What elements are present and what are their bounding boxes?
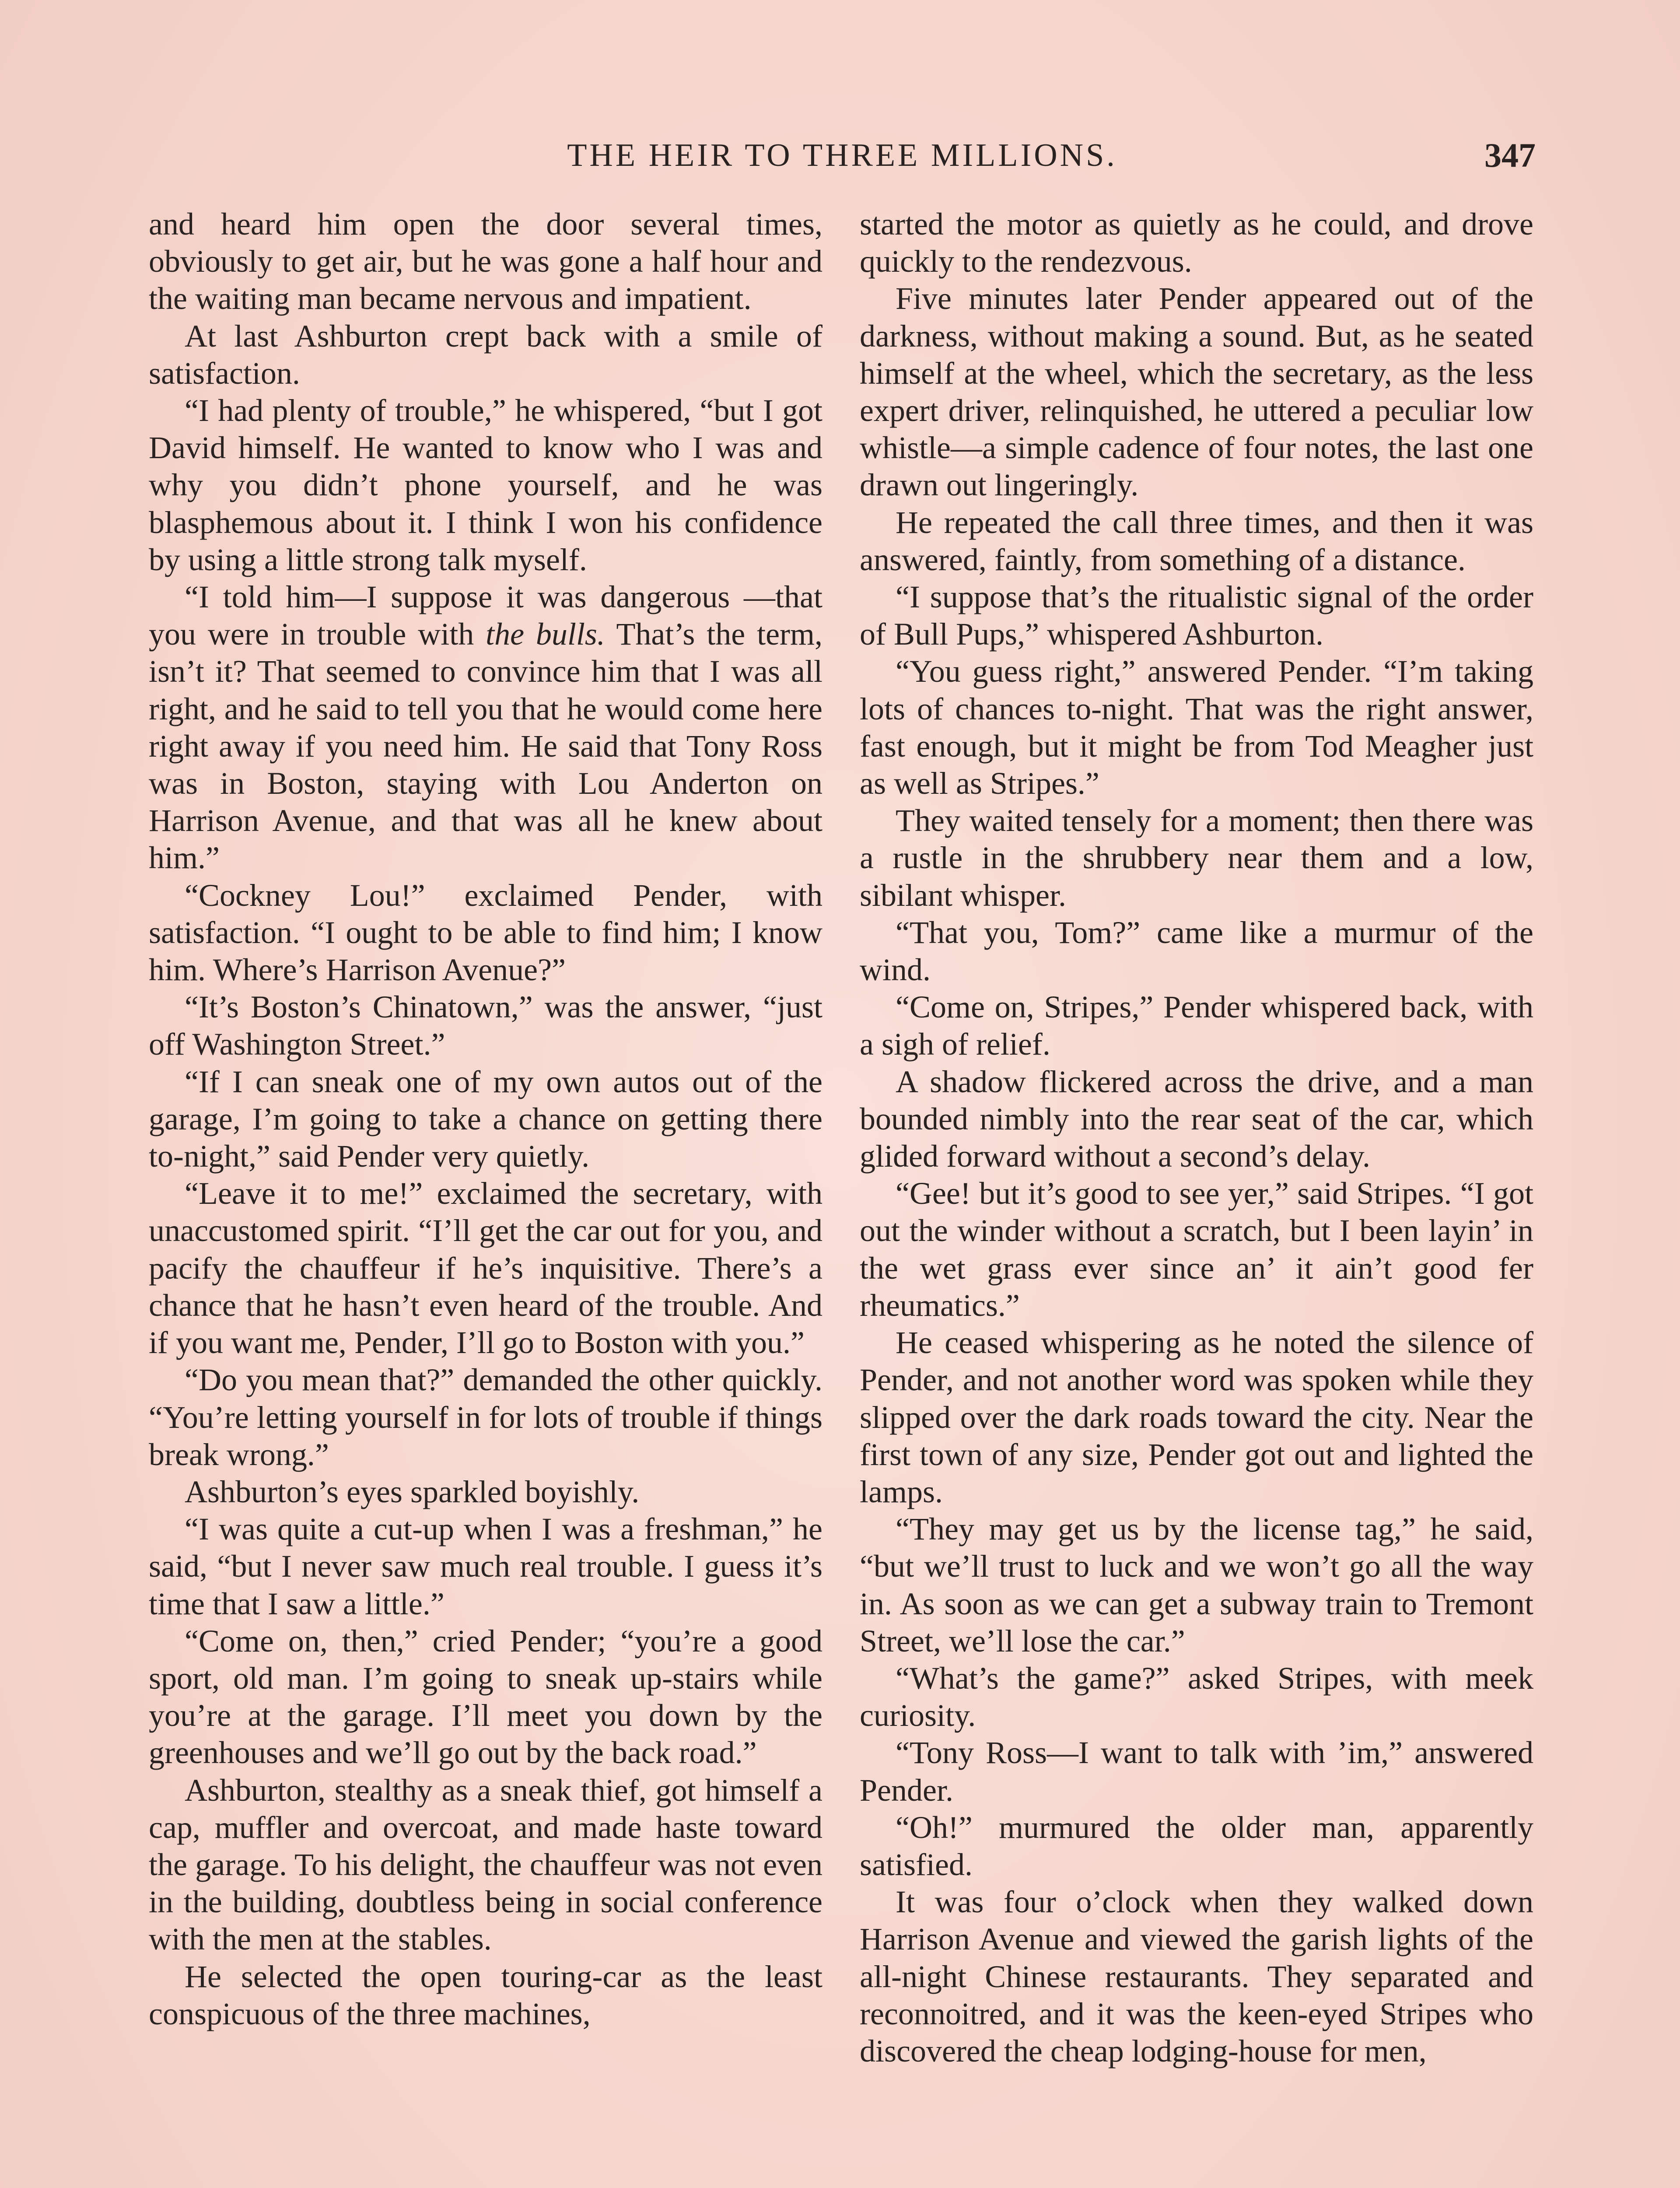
paragraph: “You guess right,” answered Pender. “I’m taking lots of chances to-night. That was the right answer, fast enough, but it might be from Tod Meagher just as well as Stripes.”: [860, 654, 1533, 801]
paragraph: A shadow flickered across the drive, and a man bounded nimbly into the rear seat of the car, which glided forward without a second’s delay.: [860, 1064, 1533, 1174]
paragraph: [149, 579, 822, 877]
paragraph: “They may get us by the license tag,” he said, “but we’ll trust to luck and we won’t go all the way in. As soon as we can get a subway train to Tremont Street, we’ll lose the car.”: [860, 1511, 1533, 1659]
paragraph: “What’s the game?” asked Stripes, with meek curiosity.: [860, 1660, 1533, 1733]
running-title: THE HEIR TO THREE MILLIONS.: [567, 137, 1117, 173]
paragraph: “Come on, Stripes,” Pender whispered back, with a sigh of relief.: [860, 989, 1533, 1062]
paragraph: “I suppose that’s the ritualistic signal of the order of Bull Pups,” whispered Ashburton.: [860, 579, 1533, 652]
paragraph: Ashburton’s eyes sparkled boyishly.: [185, 1474, 640, 1509]
paragraph: “I had plenty of trouble,” he whispered, “but I got David himself. He wanted to know who I was and why you didn’t phone yourself, and he was blasphemous about it. I think I won his confidence by using a little strong talk myself.: [149, 393, 822, 577]
paragraph: It was four o’clock when they walked down Harrison Avenue and viewed the garish lights of the all-night Chinese restaurants. They separated and reconnoitred, and it was the keen-eyed Stripes who discovered the cheap lodging-house for men,: [860, 1884, 1533, 2069]
paragraph: Ashburton, stealthy as a sneak thief, got himself a cap, muffler and overcoat, and made haste toward the garage. To his delight, the chauffeur was not even in the building, doubtless being in social conference with the men at the stables.: [149, 1772, 822, 1957]
paragraph: “Cockney Lou!” exclaimed Pender, with satisfaction. “I ought to be able to find him; I know him. Where’s Harrison Avenue?”: [149, 877, 822, 988]
paragraph: “Tony Ross—I want to talk with ’im,” answered Pender.: [860, 1735, 1533, 1808]
paragraph: “If I can sneak one of my own autos out of the garage, I’m going to take a chance on getting there to-night,” said Pender very quietly.: [149, 1064, 822, 1174]
left-column: [149, 206, 822, 2033]
paragraph: “Gee! but it’s good to see yer,” said Stripes. “I got out the winder without a scratch, but I been layin’ in the wet grass ever since an’ it ain’t good fer rheumatics.”: [860, 1176, 1533, 1323]
paragraph: At last Ashburton crept back with a smile of satisfaction.: [149, 318, 822, 391]
paragraph-text: That’s the term, isn’t it? That seemed to convince him that I was all right, and he said to tell you that he would come here right away if you need him. He said that Tony Ross was in Boston, staying with Lou Anderton on Harrison Avenue, and that was all he knew about him.”: [149, 617, 823, 876]
paragraph: Five minutes later Pender appeared out of the darkness, without making a sound. But, as he seated himself at the wheel, which the secretary, as the less expert driver, relinquished, he uttered a peculiar low whistle—a simple cadence of four notes, the last one drawn out lingeringly.: [860, 281, 1533, 503]
running-head: [149, 131, 1536, 179]
paragraph: He selected the open touring-car as the least conspicuous of the three machines,: [149, 1959, 822, 2031]
paragraph: “That you, Tom?” came like a murmur of the wind.: [860, 915, 1533, 988]
page-number: 347: [1484, 136, 1536, 174]
paragraph: He repeated the call three times, and then it was answered, faintly, from something of a distance.: [860, 505, 1533, 577]
paragraph: “Come on, then,” cried Pender; “you’re a good sport, old man. I’m going to sneak up-stairs while you’re at the garage. I’ll meet you down by the greenhouses and we’ll go out by the back road.”: [149, 1623, 822, 1771]
paragraph: He ceased whispering as he noted the silence of Pender, and not another word was spoken while they slipped over the dark roads toward the city. Near the first town of any size, Pender got out and lighted the lamps.: [860, 1325, 1533, 1509]
paragraph: “Leave it to me!” exclaimed the secretary, with unaccustomed spirit. “I’ll get the car out for you, and pacify the chauffeur if he’s inquisitive. There’s a chance that he hasn’t even heard of the trouble. And if you want me, Pender, I’ll go to Boston with you.”: [149, 1176, 822, 1360]
paragraph: “Do you mean that?” demanded the other quickly. “You’re letting yourself in for lots of trouble if things break wrong.”: [149, 1362, 822, 1472]
paragraph: “I was quite a cut-up when I was a freshman,” he said, “but I never saw much real trouble. I guess it’s time that I saw a little.”: [149, 1511, 822, 1621]
italic-phrase: the bulls.: [486, 617, 605, 652]
paragraph: They waited tensely for a moment; then there was a rustle in the shrubbery near them and a low, sibilant whisper.: [860, 803, 1533, 913]
paragraph: “It’s Boston’s Chinatown,” was the answer, “just off Washington Street.”: [149, 989, 822, 1062]
paragraph-text: “I told him—I suppose it was dangerous —that you were in trouble with: [149, 579, 822, 652]
paragraph: and heard him open the door several times, obviously to get air, but he was gone a half hour and the waiting man became nervous and impatient.: [149, 207, 822, 316]
right-column: [860, 206, 1533, 2070]
paragraph: started the motor as quietly as he could, and drove quickly to the rendezvous.: [860, 207, 1533, 279]
paragraph: “Oh!” murmured the older man, apparently satisfied.: [860, 1809, 1533, 1882]
